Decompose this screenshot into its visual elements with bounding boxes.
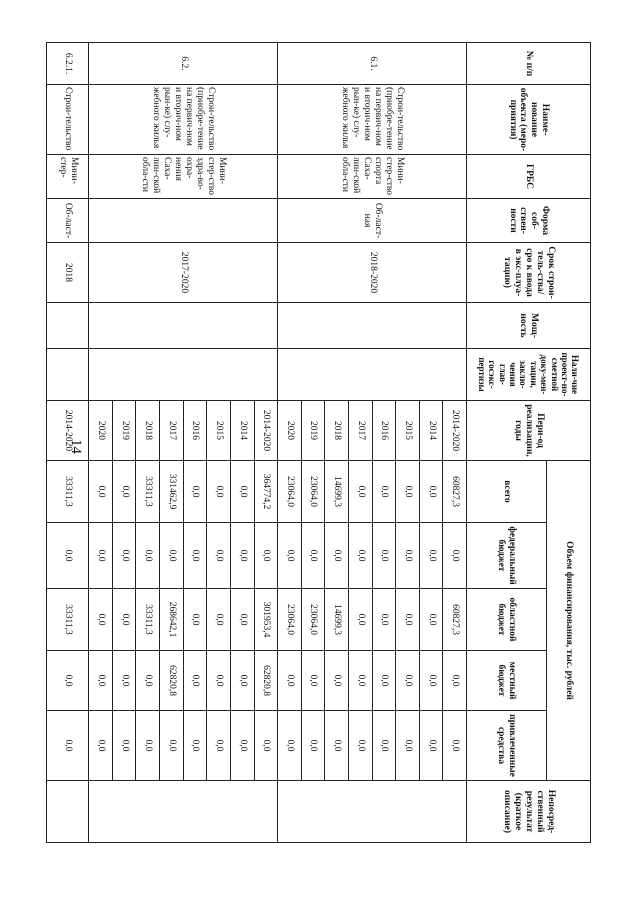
header-docs: Нали-чие проект-но-сметной доку-мен-тации, заклю-чения глав-госэкс-пертизы <box>467 349 591 401</box>
header-result: Непосред-ственный результат (краткое описание) <box>467 781 591 843</box>
cell-result <box>278 781 467 843</box>
cell-name: Строи-тельство (приобре-тение на первич-ном и вторич-ном рын-ке) слу-жебного жилья <box>278 85 467 155</box>
cell-period: 2017 <box>348 401 372 461</box>
cell-form: Об-ласт-ная <box>278 199 467 243</box>
cell-value: 0,0 <box>207 461 231 523</box>
table-row <box>443 43 467 843</box>
cell-power <box>47 303 89 349</box>
cell-period: 2014 <box>230 401 254 461</box>
cell-value: 0,0 <box>419 651 443 711</box>
cell-value: 0,0 <box>419 711 443 781</box>
cell-value: 0,0 <box>419 589 443 651</box>
cell-period: 2014-2020 <box>254 401 278 461</box>
cell-value: 33311,3 <box>136 589 160 651</box>
cell-form: Об-ласт- <box>47 199 89 243</box>
cell-value: 0,0 <box>419 523 443 589</box>
cell-value: 0,0 <box>183 651 207 711</box>
cell-period: 2014 <box>419 401 443 461</box>
header-power: Мощ-ность <box>467 303 591 349</box>
cell-value: 0,0 <box>160 711 184 781</box>
cell-value: 33311,3 <box>47 461 89 523</box>
header-form: Форма соб-ствен-ности <box>467 199 591 243</box>
cell-value: 60827,3 <box>443 461 467 523</box>
cell-value: 0,0 <box>372 711 396 781</box>
cell-period: 2016 <box>372 401 396 461</box>
header-name: Наиме-нование объекта (меро-приятия) <box>467 85 591 155</box>
cell-value: 0,0 <box>47 711 89 781</box>
cell-value: 0,0 <box>372 523 396 589</box>
cell-value: 0,0 <box>89 523 113 589</box>
cell-value: 0,0 <box>183 711 207 781</box>
cell-grbs: Мини-стер-ство спорта Саха-лин-ской обла-сти <box>278 155 467 199</box>
cell-value: 0,0 <box>348 711 372 781</box>
table-row <box>47 43 89 843</box>
cell-value: 0,0 <box>278 523 302 589</box>
cell-value: 0,0 <box>419 461 443 523</box>
cell-value: 0,0 <box>47 651 89 711</box>
cell-value: 0,0 <box>301 523 325 589</box>
cell-value: 0,0 <box>230 589 254 651</box>
cell-value: 0,0 <box>112 523 136 589</box>
cell-value: 0,0 <box>230 461 254 523</box>
financing-table <box>46 42 591 843</box>
cell-value: 0,0 <box>396 711 420 781</box>
cell-value: 0,0 <box>301 711 325 781</box>
cell-value: 0,0 <box>443 711 467 781</box>
cell-value: 0,0 <box>325 651 349 711</box>
cell-value: 0,0 <box>443 523 467 589</box>
table-row <box>254 43 278 843</box>
header-term: Срок строи-тель-ства/сро к ввода в экс-плуа-тацию) <box>467 243 591 303</box>
cell-value: 0,0 <box>160 523 184 589</box>
cell-value: 0,0 <box>396 523 420 589</box>
cell-value: 0,0 <box>372 589 396 651</box>
table-body <box>47 43 467 843</box>
cell-grbs: Мини-стер- <box>47 155 89 199</box>
cell-value: 0,0 <box>396 589 420 651</box>
cell-value: 33311,3 <box>136 461 160 523</box>
cell-value: 23064,0 <box>301 589 325 651</box>
cell-result <box>89 781 278 843</box>
cell-period: 2018 <box>136 401 160 461</box>
cell-value: 23064,0 <box>278 589 302 651</box>
cell-value: 62820,8 <box>254 651 278 711</box>
cell-value: 0,0 <box>325 523 349 589</box>
cell-value: 0,0 <box>112 589 136 651</box>
cell-value: 0,0 <box>348 461 372 523</box>
cell-value: 268642,1 <box>160 589 184 651</box>
cell-value: 0,0 <box>89 589 113 651</box>
cell-value: 14699,3 <box>325 589 349 651</box>
cell-num: 6.1. <box>278 43 467 85</box>
cell-term: 2017-2020 <box>89 243 278 303</box>
rotated-table-container <box>46 42 591 842</box>
cell-term: 2018 <box>47 243 89 303</box>
cell-docs <box>89 349 278 401</box>
cell-value: 0,0 <box>183 523 207 589</box>
cell-value: 301953,4 <box>254 589 278 651</box>
cell-value: 0,0 <box>89 711 113 781</box>
cell-period: 2019 <box>112 401 136 461</box>
cell-value: 0,0 <box>443 651 467 711</box>
cell-value: 0,0 <box>372 461 396 523</box>
cell-value: 331462,9 <box>160 461 184 523</box>
cell-value: 0,0 <box>254 711 278 781</box>
cell-value: 0,0 <box>136 651 160 711</box>
header-regional: областной бюджет <box>467 589 547 651</box>
cell-value: 0,0 <box>278 651 302 711</box>
header-grbs: ГРБС <box>467 155 591 199</box>
cell-docs <box>47 349 89 401</box>
header-num: № п/п <box>467 43 591 85</box>
cell-result <box>47 781 89 843</box>
cell-value: 0,0 <box>89 461 113 523</box>
cell-value: 23064,0 <box>278 461 302 523</box>
cell-value: 364774,2 <box>254 461 278 523</box>
cell-value: 0,0 <box>183 461 207 523</box>
header-total: всего <box>467 461 547 523</box>
cell-num: 6.2. <box>89 43 278 85</box>
cell-value: 0,0 <box>112 711 136 781</box>
cell-period: 2018 <box>325 401 349 461</box>
cell-value: 0,0 <box>396 461 420 523</box>
cell-value: 0,0 <box>348 651 372 711</box>
cell-value: 0,0 <box>112 461 136 523</box>
cell-value: 0,0 <box>207 523 231 589</box>
cell-value: 0,0 <box>348 589 372 651</box>
cell-period: 2016 <box>183 401 207 461</box>
cell-name: Строи-тельство (приобре-тение на первич-ном и вторич-ном рын-ке) слу-жебного жилья <box>89 85 278 155</box>
cell-value: 0,0 <box>207 589 231 651</box>
cell-period: 2020 <box>278 401 302 461</box>
cell-value: 0,0 <box>372 651 396 711</box>
cell-value: 0,0 <box>230 651 254 711</box>
cell-value: 62820,8 <box>160 651 184 711</box>
header-attracted: привлеченные средства <box>467 711 547 781</box>
cell-period: 2015 <box>207 401 231 461</box>
cell-grbs: Мини-стер-ство здра-во-охра-нения Саха-лин-ской обла-сти <box>89 155 278 199</box>
cell-power <box>89 303 278 349</box>
header-local: местный бюджет <box>467 651 547 711</box>
cell-value: 0,0 <box>301 651 325 711</box>
cell-value: 0,0 <box>278 711 302 781</box>
cell-period: 2017 <box>160 401 184 461</box>
cell-value: 0,0 <box>183 589 207 651</box>
cell-period: 2014-2020 <box>47 401 89 461</box>
cell-value: 23064,0 <box>301 461 325 523</box>
cell-value: 0,0 <box>207 651 231 711</box>
cell-value: 0,0 <box>47 523 89 589</box>
header-federal: федеральный бюджет <box>467 523 547 589</box>
cell-value: 0,0 <box>254 523 278 589</box>
header-period: Пери-од реализации, годы <box>467 401 591 461</box>
cell-value: 0,0 <box>325 711 349 781</box>
cell-value: 0,0 <box>348 523 372 589</box>
cell-value: 0,0 <box>89 651 113 711</box>
cell-form <box>89 199 278 243</box>
cell-value: 0,0 <box>207 711 231 781</box>
header-funding: Объем финансирования, тыс. рублей <box>547 461 591 781</box>
cell-num: 6.2.1. <box>47 43 89 85</box>
cell-docs <box>278 349 467 401</box>
cell-value: 0,0 <box>136 711 160 781</box>
cell-value: 14699,3 <box>325 461 349 523</box>
cell-value: 0,0 <box>112 651 136 711</box>
cell-value: 60827,3 <box>443 589 467 651</box>
cell-value: 33311,3 <box>47 589 89 651</box>
cell-period: 2014-2020 <box>443 401 467 461</box>
cell-name: Строи-тельство <box>47 85 89 155</box>
cell-period: 2020 <box>89 401 113 461</box>
cell-term: 2018-2020 <box>278 243 467 303</box>
page-number: 14 <box>68 439 84 454</box>
cell-power <box>278 303 467 349</box>
cell-value: 0,0 <box>136 523 160 589</box>
cell-value: 0,0 <box>230 711 254 781</box>
cell-value: 0,0 <box>230 523 254 589</box>
cell-value: 0,0 <box>396 651 420 711</box>
cell-period: 2015 <box>396 401 420 461</box>
cell-period: 2019 <box>301 401 325 461</box>
